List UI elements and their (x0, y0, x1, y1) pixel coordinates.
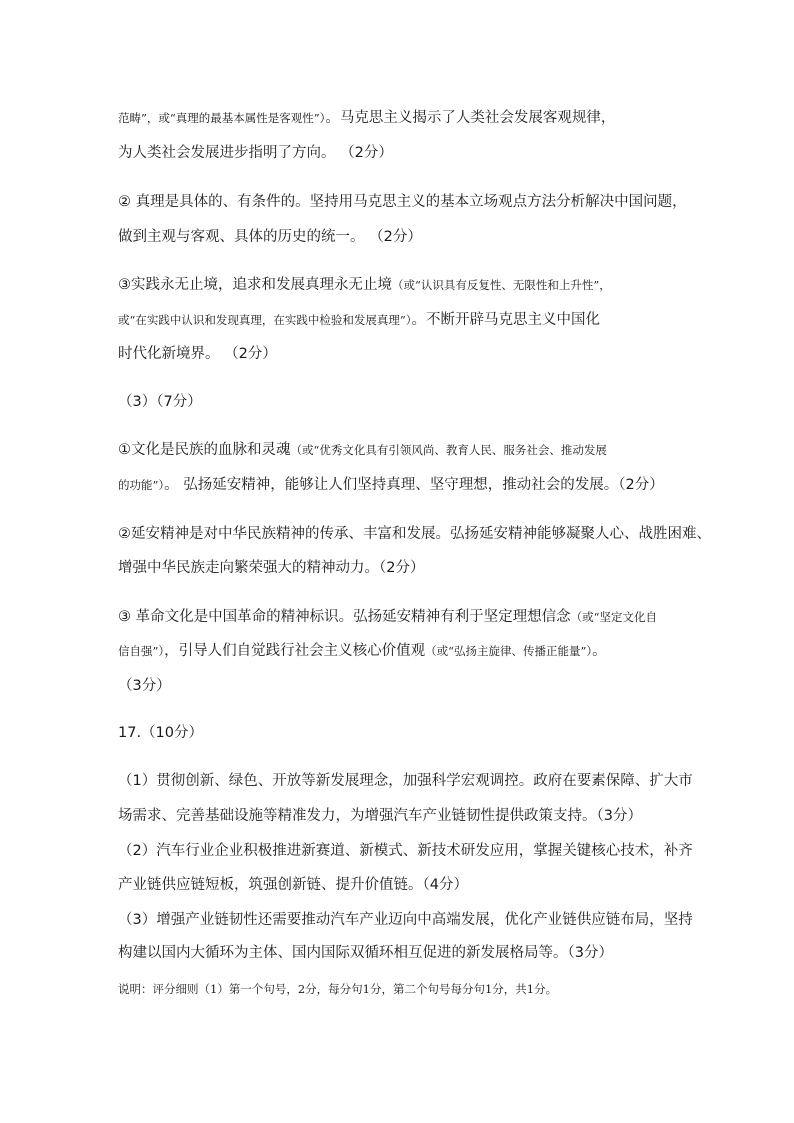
body-text: 产业链供应链短板，筑强创新链、提升价值链。（4分） (118, 877, 468, 893)
text-line (118, 227, 422, 247)
body-text: 。不断开辟马克思主义中国化 (411, 312, 601, 328)
annotation-text: 或“在实践中认识和发现真理，在实践中检验和发展真理”） (118, 313, 412, 327)
body-text: 构建以国内大循环为主体、国内国际双循环相互促进的新发展格局等。（3分） (118, 945, 613, 961)
text-line (118, 771, 693, 791)
text-line (118, 143, 393, 163)
text-line (118, 192, 687, 212)
body-text: （2）汽车行业企业积极推进新赛道、新模式、新技术研发应用，掌握关键核心技术，补齐 (118, 843, 693, 859)
body-text: ①文化是民族的血脉和灵魂 (118, 442, 291, 458)
text-line (118, 344, 277, 364)
text-line (118, 943, 613, 963)
body-text: （3分） (118, 678, 171, 694)
text-line (118, 440, 607, 460)
body-text: （3）（7分） (118, 394, 202, 410)
scoring-note (118, 979, 557, 999)
annotation-text: 真理的最基本属性是客观性 (175, 111, 314, 125)
body-text: 。 弘扬延安精神，能够让人们坚持真理、坚守理想，推动社会的发展。（2分） (164, 477, 664, 493)
body-text: 时代化新境界。 （2分） (118, 346, 277, 362)
text-line (118, 475, 664, 495)
annotation-text: ”） (313, 111, 326, 125)
annotation-text: 说明：评分细则（1）第一个句号，2分，每分句1分，第二个句号每分句1分，共1分。 (118, 982, 558, 996)
text-line (118, 558, 424, 578)
text-line (118, 275, 611, 295)
text-line (118, 875, 468, 895)
annotation-text: （或“坚定文化自 (570, 610, 657, 624)
text-line (118, 607, 657, 627)
question-heading (118, 723, 203, 743)
annotation-text: 信自强”） (118, 644, 165, 658)
body-text: 。马克思主义揭示了人类社会发展客观规律， (325, 110, 616, 126)
text-line (118, 310, 600, 330)
body-text: 17.（10分） (118, 725, 204, 741)
body-text: ②延安精神是对中华民族精神的传承、丰富和发展。弘扬延安精神能够凝聚人心、战胜困难、 (118, 526, 711, 542)
annotation-text: 的功能”） (118, 478, 165, 492)
annotation-text: （或“弘扬主旋律、传播正能量”） (425, 644, 593, 658)
annotation-text: （或“优秀文化具有引领风尚、教育人民、服务社会、推动发展 (290, 443, 607, 457)
body-text: ③实践永无止境，追求和发展真理永无止境 (118, 277, 392, 293)
annotation-text: （或“认识具有反复性、无限性和上升性”， (392, 278, 611, 292)
text-line (118, 806, 642, 826)
text-line (118, 910, 693, 930)
annotation-text: 范畴”，或“ (118, 111, 176, 125)
text-line (118, 641, 607, 661)
body-text: ② 真理是具体的、有条件的。坚持用马克思主义的基本立场观点方法分析解决中国问题， (118, 194, 687, 210)
text-line (118, 676, 171, 696)
body-text: 场需求、完善基础设施等精准发力，为增强汽车产业链韧性提供政策支持。（3分） (118, 808, 642, 824)
body-text: 做到主观与客观、具体的历史的统一。 （2分） (118, 229, 422, 245)
body-text: 增强中华民族走向繁荣强大的精神动力。（2分） (118, 560, 425, 576)
section-heading (118, 392, 202, 412)
body-text: 。 (592, 643, 607, 659)
text-line (118, 524, 711, 544)
body-text: （3）增强产业链韧性还需要推动汽车产业迈向中高端发展，优化产业链供应链布局，坚持 (118, 912, 693, 928)
body-text: ③ 革命文化是中国革命的精神标识。弘扬延安精神有利于坚定理想信念 (118, 609, 571, 625)
body-text: （1）贯彻创新、绿色、开放等新发展理念，加强科学宏观调控。政府在要素保障、扩大市 (118, 773, 693, 789)
text-line (118, 108, 615, 128)
text-line (118, 841, 693, 861)
body-text: ，引导人们自觉践行社会主义核心价值观 (164, 643, 426, 659)
body-text: 为人类社会发展进步指明了方向。 （2分） (118, 145, 393, 161)
